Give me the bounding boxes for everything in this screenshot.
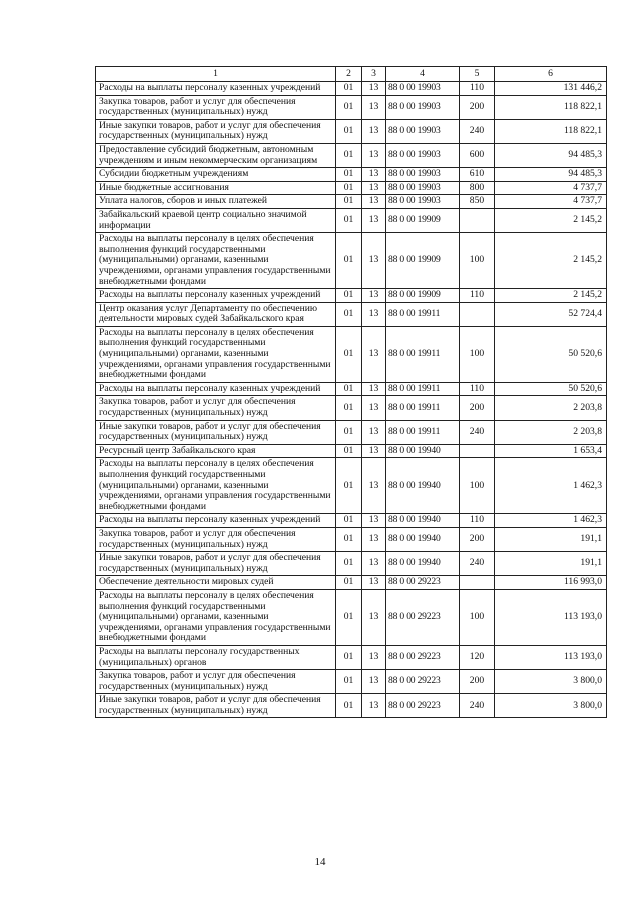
section-code-cell: 01 xyxy=(336,326,362,382)
target-article-cell: 88 0 00 19911 xyxy=(386,420,460,444)
item-name-cell: Расходы на выплаты персоналу казенных учреждений xyxy=(96,514,336,528)
expense-type-cell: 120 xyxy=(460,645,495,669)
section-code-cell: 01 xyxy=(336,670,362,694)
target-article-cell: 88 0 00 19911 xyxy=(386,396,460,420)
expense-type-cell: 110 xyxy=(460,82,495,96)
table-row xyxy=(96,326,607,382)
column-header: 4 xyxy=(386,67,460,82)
amount-cell: 2 145,2 xyxy=(495,289,607,303)
expense-type-cell: 200 xyxy=(460,670,495,694)
table-row xyxy=(96,95,607,119)
target-article-cell: 88 0 00 19940 xyxy=(386,552,460,576)
section-code-cell: 01 xyxy=(336,119,362,143)
item-name-cell: Иные закупки товаров, работ и услуг для обеспечения государственных (муниципальных) нужд xyxy=(96,694,336,718)
amount-cell: 2 203,8 xyxy=(495,420,607,444)
item-name-cell: Расходы на выплаты персоналу государственных (муниципальных) органов xyxy=(96,645,336,669)
section-code-cell: 01 xyxy=(336,552,362,576)
table-row xyxy=(96,514,607,528)
section-code-cell: 01 xyxy=(336,181,362,195)
section-code-cell: 01 xyxy=(336,589,362,645)
item-name-cell: Иные закупки товаров, работ и услуг для обеспечения государственных (муниципальных) нужд xyxy=(96,420,336,444)
expense-type-cell: 240 xyxy=(460,420,495,444)
section-code-cell: 01 xyxy=(336,208,362,232)
expense-type-cell: 240 xyxy=(460,694,495,718)
subsection-code-cell: 13 xyxy=(362,195,386,209)
expense-type-cell: 200 xyxy=(460,527,495,551)
item-name-cell: Забайкальский краевой центр социально значимой информации xyxy=(96,208,336,232)
target-article-cell: 88 0 00 29223 xyxy=(386,694,460,718)
expense-type-cell xyxy=(460,302,495,326)
section-code-cell: 01 xyxy=(336,95,362,119)
target-article-cell: 88 0 00 29223 xyxy=(386,645,460,669)
column-header: 6 xyxy=(495,67,607,82)
expense-type-cell: 110 xyxy=(460,514,495,528)
item-name-cell: Расходы на выплаты персоналу в целях обеспечения выполнения функций государственными (муниципальными) органами, казенными учреждениями, органами управления государственными внебюджетными фондами xyxy=(96,458,336,514)
item-name-cell: Иные закупки товаров, работ и услуг для обеспечения государственных (муниципальных) нужд xyxy=(96,119,336,143)
table-row xyxy=(96,576,607,590)
table-row xyxy=(96,181,607,195)
expense-type-cell: 110 xyxy=(460,289,495,303)
amount-cell: 3 800,0 xyxy=(495,694,607,718)
table-row xyxy=(96,458,607,514)
subsection-code-cell: 13 xyxy=(362,208,386,232)
amount-cell: 2 203,8 xyxy=(495,396,607,420)
column-header: 2 xyxy=(336,67,362,82)
amount-cell: 2 145,2 xyxy=(495,208,607,232)
section-code-cell: 01 xyxy=(336,576,362,590)
expense-type-cell: 800 xyxy=(460,181,495,195)
subsection-code-cell: 13 xyxy=(362,670,386,694)
section-code-cell: 01 xyxy=(336,527,362,551)
item-name-cell: Закупка товаров, работ и услуг для обеспечения государственных (муниципальных) нужд xyxy=(96,527,336,551)
column-header: 5 xyxy=(460,67,495,82)
target-article-cell: 88 0 00 19940 xyxy=(386,514,460,528)
subsection-code-cell: 13 xyxy=(362,694,386,718)
expense-type-cell: 610 xyxy=(460,168,495,182)
amount-cell: 2 145,2 xyxy=(495,233,607,289)
amount-cell: 4 737,7 xyxy=(495,195,607,209)
amount-cell: 1 462,3 xyxy=(495,514,607,528)
item-name-cell: Расходы на выплаты персоналу в целях обеспечения выполнения функций государственными (муниципальными) органами, казенными учреждениями, органами управления государственными внебюджетными фондами xyxy=(96,326,336,382)
item-name-cell: Расходы на выплаты персоналу казенных учреждений xyxy=(96,382,336,396)
subsection-code-cell: 13 xyxy=(362,645,386,669)
expense-type-cell: 100 xyxy=(460,589,495,645)
expense-type-cell xyxy=(460,208,495,232)
target-article-cell: 88 0 00 19911 xyxy=(386,302,460,326)
subsection-code-cell: 13 xyxy=(362,444,386,458)
table-row xyxy=(96,195,607,209)
table-row xyxy=(96,168,607,182)
section-code-cell: 01 xyxy=(336,514,362,528)
table-row xyxy=(96,420,607,444)
item-name-cell: Закупка товаров, работ и услуг для обеспечения государственных (муниципальных) нужд xyxy=(96,396,336,420)
table-row xyxy=(96,119,607,143)
target-article-cell: 88 0 00 19940 xyxy=(386,458,460,514)
target-article-cell: 88 0 00 19903 xyxy=(386,143,460,167)
target-article-cell: 88 0 00 19940 xyxy=(386,444,460,458)
amount-cell: 191,1 xyxy=(495,552,607,576)
table-row xyxy=(96,302,607,326)
target-article-cell: 88 0 00 19903 xyxy=(386,168,460,182)
subsection-code-cell: 13 xyxy=(362,527,386,551)
budget-table xyxy=(95,66,607,718)
item-name-cell: Расходы на выплаты персоналу в целях обеспечения выполнения функций государственными (муниципальными) органами, казенными учреждениями, органами управления государственными внебюджетными фондами xyxy=(96,233,336,289)
expense-type-cell: 240 xyxy=(460,552,495,576)
page-number: 14 xyxy=(314,856,326,868)
table-row xyxy=(96,82,607,96)
subsection-code-cell: 13 xyxy=(362,95,386,119)
target-article-cell: 88 0 00 19909 xyxy=(386,208,460,232)
target-article-cell: 88 0 00 19909 xyxy=(386,289,460,303)
section-code-cell: 01 xyxy=(336,289,362,303)
expense-type-cell: 110 xyxy=(460,382,495,396)
expense-type-cell xyxy=(460,444,495,458)
subsection-code-cell: 13 xyxy=(362,233,386,289)
target-article-cell: 88 0 00 19940 xyxy=(386,527,460,551)
expense-type-cell: 200 xyxy=(460,396,495,420)
subsection-code-cell: 13 xyxy=(362,82,386,96)
target-article-cell: 88 0 00 19909 xyxy=(386,233,460,289)
expense-type-cell xyxy=(460,576,495,590)
subsection-code-cell: 13 xyxy=(362,119,386,143)
amount-cell: 118 822,1 xyxy=(495,119,607,143)
amount-cell: 4 737,7 xyxy=(495,181,607,195)
expense-type-cell: 100 xyxy=(460,326,495,382)
target-article-cell: 88 0 00 29223 xyxy=(386,576,460,590)
amount-cell: 116 993,0 xyxy=(495,576,607,590)
amount-cell: 52 724,4 xyxy=(495,302,607,326)
subsection-code-cell: 13 xyxy=(362,289,386,303)
expense-type-cell: 100 xyxy=(460,233,495,289)
amount-cell: 94 485,3 xyxy=(495,143,607,167)
column-header: 1 xyxy=(96,67,336,82)
target-article-cell: 88 0 00 29223 xyxy=(386,589,460,645)
table-row xyxy=(96,589,607,645)
amount-cell: 3 800,0 xyxy=(495,670,607,694)
item-name-cell: Расходы на выплаты персоналу казенных учреждений xyxy=(96,82,336,96)
subsection-code-cell: 13 xyxy=(362,458,386,514)
item-name-cell: Закупка товаров, работ и услуг для обеспечения государственных (муниципальных) нужд xyxy=(96,670,336,694)
table-row xyxy=(96,444,607,458)
table-row xyxy=(96,382,607,396)
table-row xyxy=(96,208,607,232)
target-article-cell: 88 0 00 19911 xyxy=(386,326,460,382)
amount-cell: 113 193,0 xyxy=(495,645,607,669)
subsection-code-cell: 13 xyxy=(362,168,386,182)
section-code-cell: 01 xyxy=(336,143,362,167)
item-name-cell: Иные бюджетные ассигнования xyxy=(96,181,336,195)
target-article-cell: 88 0 00 19903 xyxy=(386,195,460,209)
table-row xyxy=(96,670,607,694)
section-code-cell: 01 xyxy=(336,382,362,396)
item-name-cell: Субсидии бюджетным учреждениям xyxy=(96,168,336,182)
section-code-cell: 01 xyxy=(336,444,362,458)
column-header: 3 xyxy=(362,67,386,82)
target-article-cell: 88 0 00 19911 xyxy=(386,382,460,396)
target-article-cell: 88 0 00 19903 xyxy=(386,95,460,119)
table-row xyxy=(96,233,607,289)
table-row xyxy=(96,396,607,420)
subsection-code-cell: 13 xyxy=(362,576,386,590)
budget-table-container xyxy=(95,66,606,718)
table-row xyxy=(96,694,607,718)
budget-table-body xyxy=(96,67,607,718)
amount-cell: 50 520,6 xyxy=(495,326,607,382)
table-row xyxy=(96,552,607,576)
amount-cell: 113 193,0 xyxy=(495,589,607,645)
target-article-cell: 88 0 00 29223 xyxy=(386,670,460,694)
item-name-cell: Закупка товаров, работ и услуг для обеспечения государственных (муниципальных) нужд xyxy=(96,95,336,119)
item-name-cell: Обеспечение деятельности мировых судей xyxy=(96,576,336,590)
amount-cell: 1 462,3 xyxy=(495,458,607,514)
expense-type-cell: 100 xyxy=(460,458,495,514)
expense-type-cell: 600 xyxy=(460,143,495,167)
section-code-cell: 01 xyxy=(336,645,362,669)
subsection-code-cell: 13 xyxy=(362,326,386,382)
subsection-code-cell: 13 xyxy=(362,589,386,645)
table-row xyxy=(96,289,607,303)
subsection-code-cell: 13 xyxy=(362,514,386,528)
item-name-cell: Предоставление субсидий бюджетным, автономным учреждениям и иным некоммерческим организациям xyxy=(96,143,336,167)
expense-type-cell: 240 xyxy=(460,119,495,143)
section-code-cell: 01 xyxy=(336,396,362,420)
item-name-cell: Ресурсный центр Забайкальского края xyxy=(96,444,336,458)
amount-cell: 50 520,6 xyxy=(495,382,607,396)
section-code-cell: 01 xyxy=(336,233,362,289)
section-code-cell: 01 xyxy=(336,195,362,209)
subsection-code-cell: 13 xyxy=(362,382,386,396)
table-row xyxy=(96,645,607,669)
subsection-code-cell: 13 xyxy=(362,302,386,326)
subsection-code-cell: 13 xyxy=(362,420,386,444)
amount-cell: 118 822,1 xyxy=(495,95,607,119)
section-code-cell: 01 xyxy=(336,694,362,718)
item-name-cell: Иные закупки товаров, работ и услуг для обеспечения государственных (муниципальных) нужд xyxy=(96,552,336,576)
item-name-cell: Центр оказания услуг Департаменту по обеспечению деятельности мировых судей Забайкальского края xyxy=(96,302,336,326)
section-code-cell: 01 xyxy=(336,458,362,514)
amount-cell: 131 446,2 xyxy=(495,82,607,96)
section-code-cell: 01 xyxy=(336,302,362,326)
section-code-cell: 01 xyxy=(336,168,362,182)
amount-cell: 94 485,3 xyxy=(495,168,607,182)
table-header-row xyxy=(96,67,607,82)
expense-type-cell: 200 xyxy=(460,95,495,119)
target-article-cell: 88 0 00 19903 xyxy=(386,181,460,195)
amount-cell: 191,1 xyxy=(495,527,607,551)
subsection-code-cell: 13 xyxy=(362,396,386,420)
section-code-cell: 01 xyxy=(336,82,362,96)
amount-cell: 1 653,4 xyxy=(495,444,607,458)
target-article-cell: 88 0 00 19903 xyxy=(386,119,460,143)
subsection-code-cell: 13 xyxy=(362,143,386,167)
expense-type-cell: 850 xyxy=(460,195,495,209)
item-name-cell: Расходы на выплаты персоналу казенных учреждений xyxy=(96,289,336,303)
subsection-code-cell: 13 xyxy=(362,181,386,195)
item-name-cell: Расходы на выплаты персоналу в целях обеспечения выполнения функций государственными (муниципальными) органами, казенными учреждениями, органами управления государственными внебюджетными фондами xyxy=(96,589,336,645)
target-article-cell: 88 0 00 19903 xyxy=(386,82,460,96)
table-row xyxy=(96,143,607,167)
subsection-code-cell: 13 xyxy=(362,552,386,576)
section-code-cell: 01 xyxy=(336,420,362,444)
table-row xyxy=(96,527,607,551)
item-name-cell: Уплата налогов, сборов и иных платежей xyxy=(96,195,336,209)
